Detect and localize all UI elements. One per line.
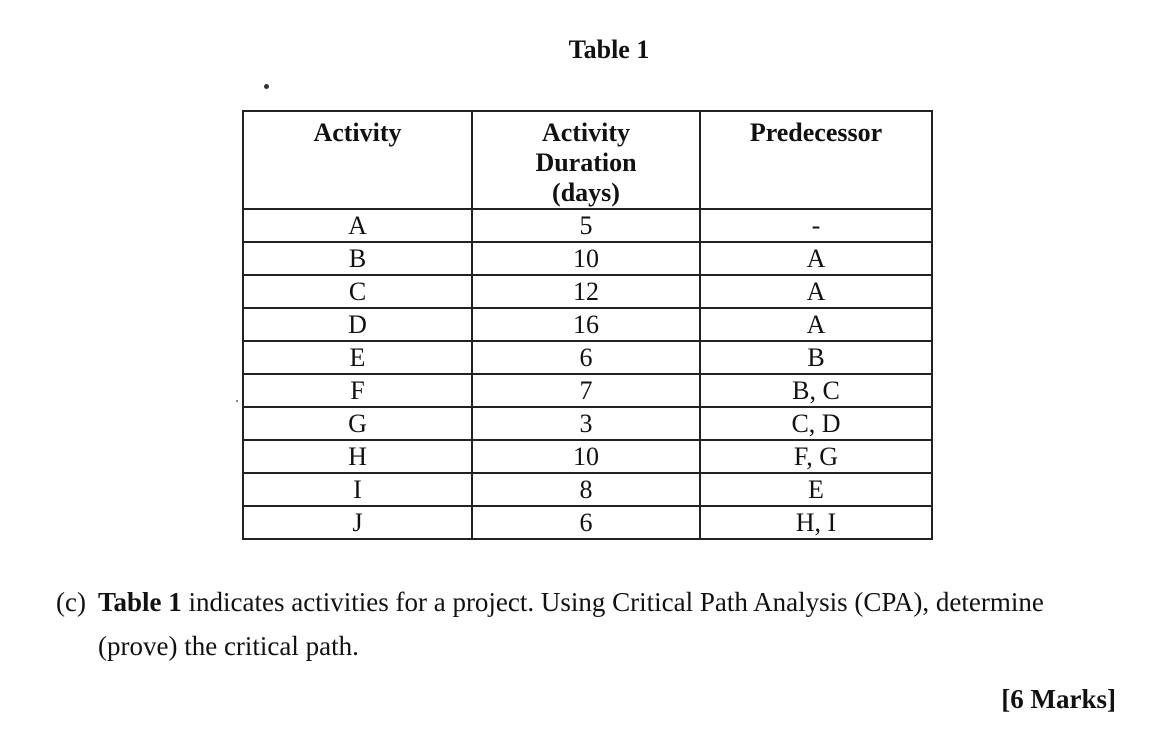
cell-activity: C xyxy=(243,275,472,308)
cell-duration: 6 xyxy=(472,341,700,374)
cell-duration: 10 xyxy=(472,440,700,473)
cell-predecessor: E xyxy=(700,473,932,506)
table-header-row xyxy=(243,111,932,209)
table-row xyxy=(243,275,932,308)
cell-predecessor: A xyxy=(700,308,932,341)
cell-activity: F xyxy=(243,374,472,407)
cell-activity: B xyxy=(243,242,472,275)
table-row xyxy=(243,440,932,473)
scan-speck xyxy=(264,84,269,89)
cell-predecessor: B, C xyxy=(700,374,932,407)
table-row xyxy=(243,506,932,539)
cell-activity: G xyxy=(243,407,472,440)
cell-predecessor: A xyxy=(700,242,932,275)
table-row xyxy=(243,374,932,407)
table-row xyxy=(243,341,932,374)
cell-activity: E xyxy=(243,341,472,374)
question-table-ref: Table 1 xyxy=(98,587,182,617)
cell-predecessor: - xyxy=(700,209,932,242)
cell-duration: 12 xyxy=(472,275,700,308)
cell-activity: J xyxy=(243,506,472,539)
cell-activity: H xyxy=(243,440,472,473)
cell-activity: D xyxy=(243,308,472,341)
cell-duration: 5 xyxy=(472,209,700,242)
question-label: (c) xyxy=(56,587,86,617)
table-title: Table 1 xyxy=(568,35,650,64)
marks-label: [6 Marks] xyxy=(1001,684,1116,714)
cell-duration: 3 xyxy=(472,407,700,440)
cell-duration: 6 xyxy=(472,506,700,539)
cell-predecessor: B xyxy=(700,341,932,374)
header-activity: Activity xyxy=(243,111,472,209)
table-row xyxy=(243,308,932,341)
cell-predecessor: C, D xyxy=(700,407,932,440)
cell-duration: 10 xyxy=(472,242,700,275)
header-duration xyxy=(472,111,700,209)
cell-activity: A xyxy=(243,209,472,242)
table-row xyxy=(243,407,932,440)
table-row xyxy=(243,242,932,275)
scan-speck xyxy=(236,400,238,402)
question-c xyxy=(56,580,1126,668)
cell-predecessor: A xyxy=(700,275,932,308)
cell-predecessor: H, I xyxy=(700,506,932,539)
cell-predecessor: F, G xyxy=(700,440,932,473)
header-predecessor: Predecessor xyxy=(700,111,932,209)
table-row xyxy=(243,473,932,506)
table-row xyxy=(243,209,932,242)
question-line-2: (prove) the critical path. xyxy=(98,631,359,661)
cell-duration: 8 xyxy=(472,473,700,506)
header-duration-label: Activity Duration (days) xyxy=(535,118,637,207)
cell-duration: 16 xyxy=(472,308,700,341)
cell-activity: I xyxy=(243,473,472,506)
question-line-1 xyxy=(56,580,1126,624)
cell-duration: 7 xyxy=(472,374,700,407)
question-text-1: indicates activities for a project. Using Critical Path Analysis (CPA), determine xyxy=(181,587,1044,617)
activity-table xyxy=(242,110,933,540)
